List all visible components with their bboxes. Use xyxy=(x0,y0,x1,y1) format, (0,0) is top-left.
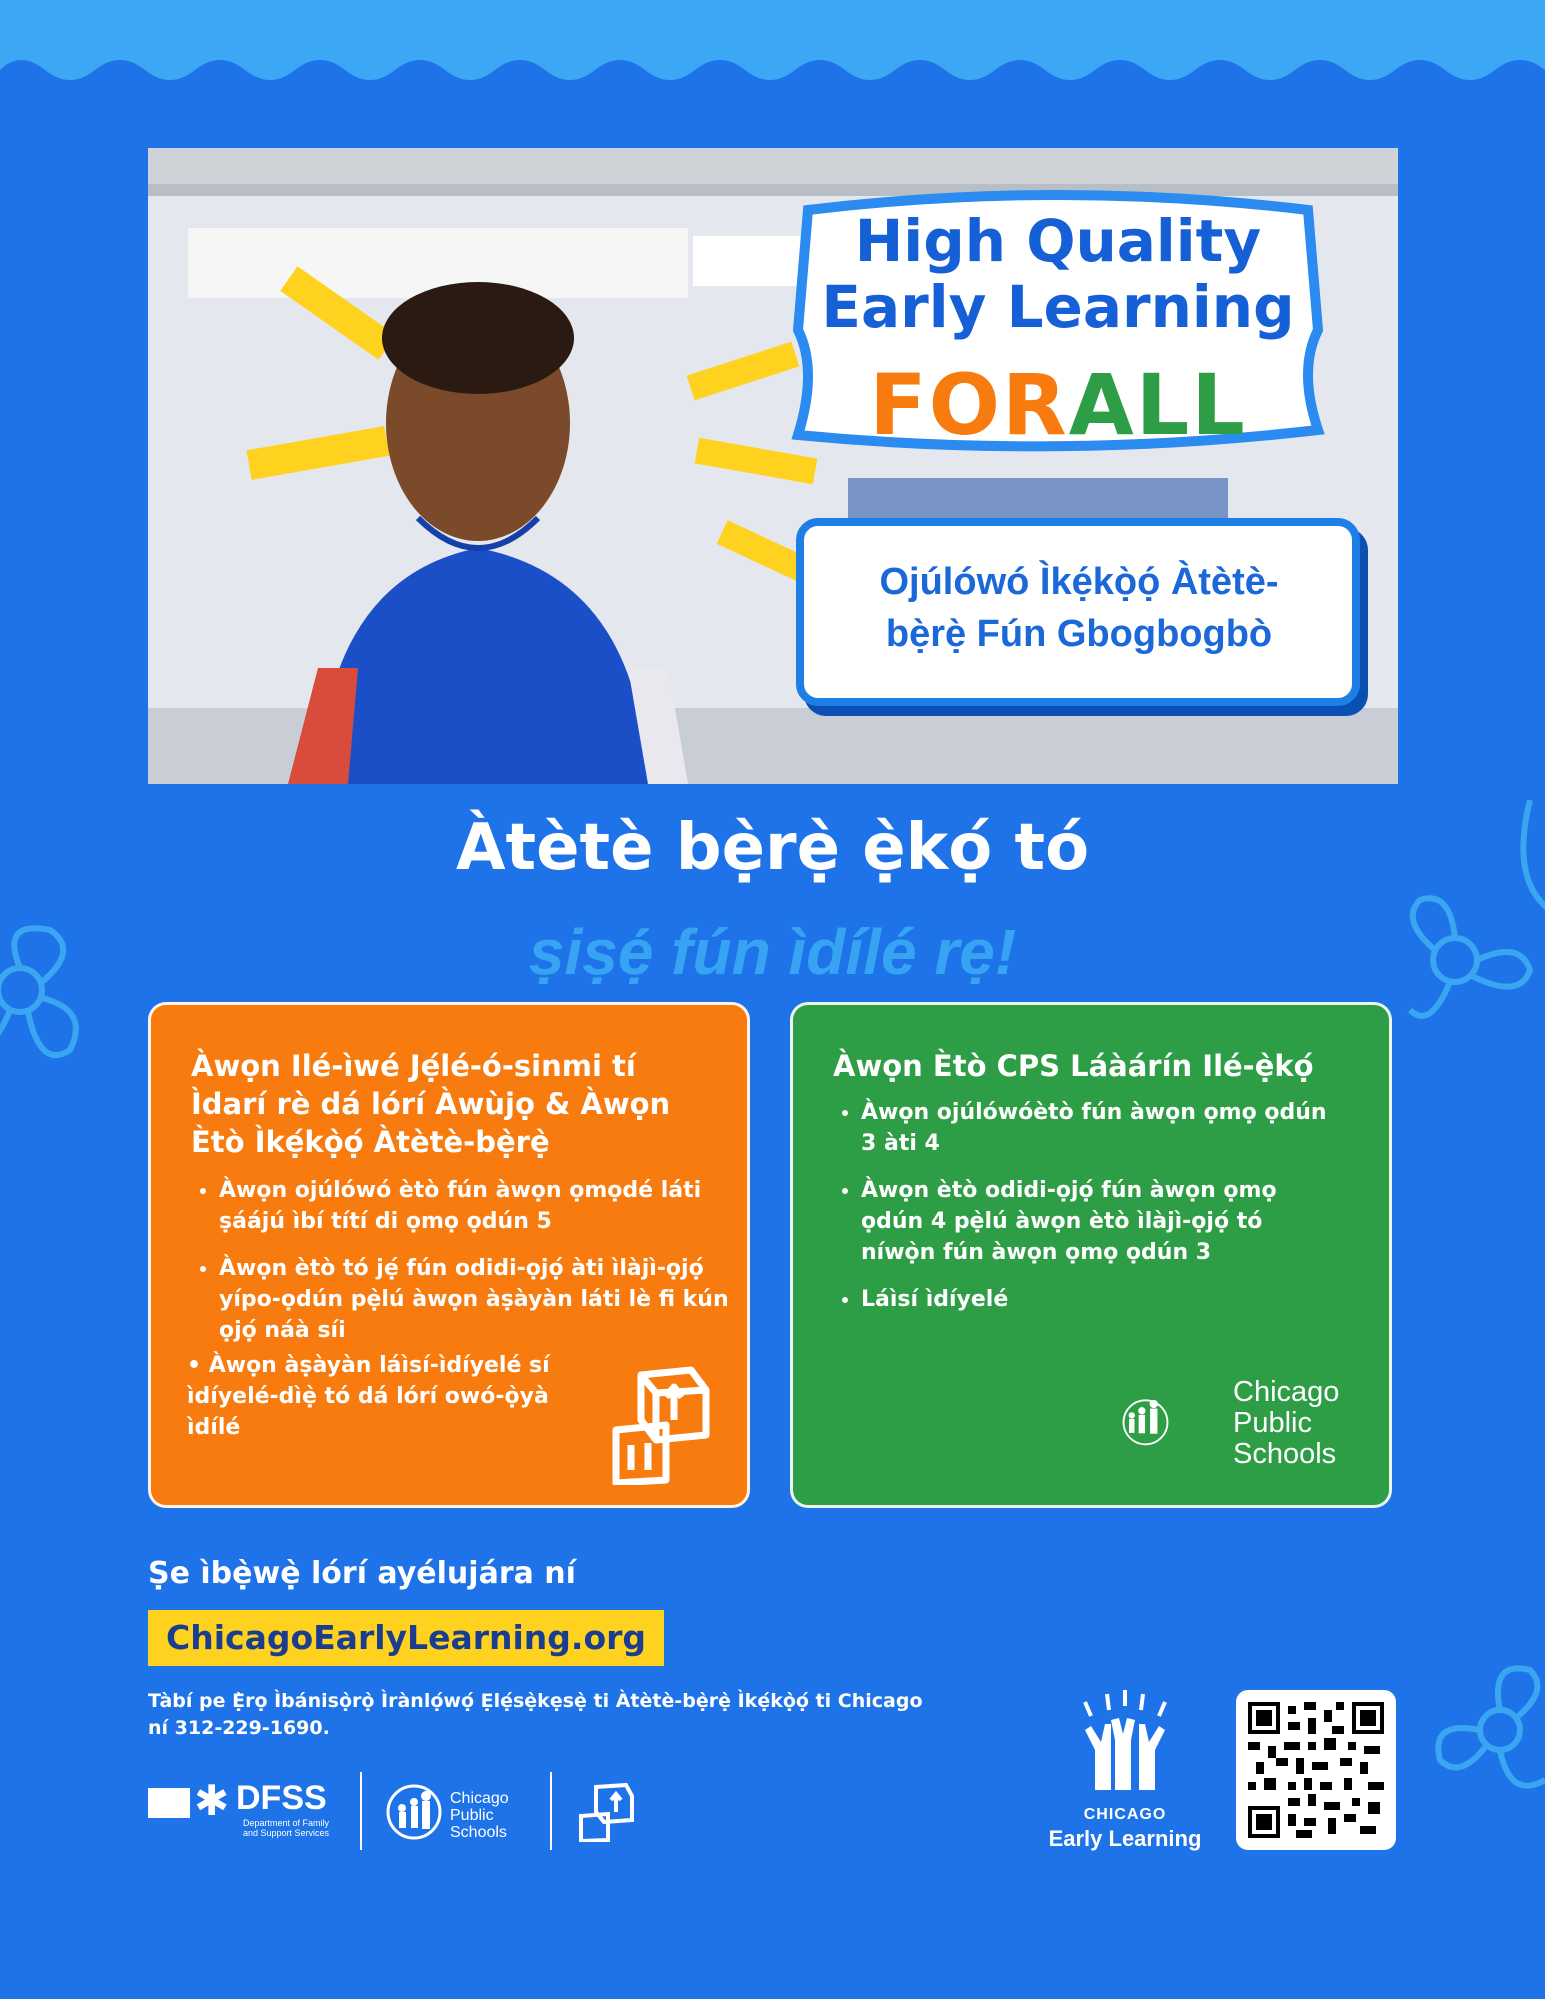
chicago-flag-icon xyxy=(148,1788,190,1818)
community-card-note: • Àwọn àṣàyàn láìsí-ìdíyelé sí ìdíyelé-dìẹ̀ tó dá lórí owó-ọ̀yà ìdílé xyxy=(187,1353,550,1440)
badge-title: High Quality Early Learning xyxy=(821,207,1295,341)
blocks-small-icon xyxy=(576,1782,636,1842)
dfss-logo: DFSS xyxy=(236,1779,327,1817)
partner-logos xyxy=(148,1772,648,1852)
community-card-list xyxy=(191,1175,729,1362)
cps-card-list xyxy=(833,1097,1341,1331)
community-card-title: Àwọn Ilé-ìwé Jẹ́lé-ó-sinmi tí Ìdarí rè dá lórí Àwùjọ & Àwọn Ètò Ìkẹ́kọ̀ọ́ Àtètè-bẹ̀rẹ̀ xyxy=(191,1049,671,1159)
list-item: • Àwọn ètò tó jẹ́ fún odidi-ọjọ́ àti ìlàjì-ọjọ́ yípo-ọdún pẹ̀lú àwọn àṣàyàn láti lè fi kún ọjọ́ náà síi xyxy=(219,1253,729,1346)
divider xyxy=(360,1772,362,1850)
star-icon: ✱ xyxy=(194,1777,230,1824)
visit-online-text: Ṣe ìbẹ̀wẹ̀ lórí ayélujára ní xyxy=(148,1556,576,1591)
blocks-icon xyxy=(606,1365,716,1485)
divider xyxy=(550,1772,552,1850)
yoruba-subtitle-box xyxy=(796,518,1360,706)
hero-badge xyxy=(788,190,1328,454)
cel-text-1: CHICAGO xyxy=(1083,1806,1167,1823)
cps-logo-icon xyxy=(1118,1360,1228,1480)
cps-card-title: Àwọn Ètò CPS Láàárín Ilé-ẹ̀kọ́ xyxy=(833,1049,1314,1083)
flower-bottom-right-icon xyxy=(1420,1650,1545,1810)
dfss-subtitle: Department of Family and Support Services xyxy=(243,1818,330,1838)
cps-small-logo-text: Chicago Public Schools xyxy=(450,1790,509,1841)
list-item: • Láìsí ìdíyelé xyxy=(861,1284,1341,1315)
yoruba-subtitle-line1: Ojúlówó Ìkẹ́kọ̀ọ́ Àtètè- xyxy=(879,561,1279,603)
cps-small-logo-icon xyxy=(384,1782,444,1842)
list-item: • Àwọn ojúlówóètò fún àwọn ọmọ ọdún 3 àti 4 xyxy=(861,1097,1341,1159)
cel-text-2: Early Learning xyxy=(1048,1826,1202,1851)
website-link[interactable]: ChicagoEarlyLearning.org xyxy=(148,1610,664,1666)
chicago-early-learning-logo xyxy=(1030,1690,1220,1860)
list-item: • Àwọn ètò odidi-ọjọ́ fún àwọn ọmọ ọdún 4 pẹ̀lú àwọn ètò ìlàjì-ọjọ́ tó níwọ̀n fún àwọn ọmọ ọdún 3 xyxy=(861,1175,1341,1268)
qr-code-icon xyxy=(1248,1702,1384,1838)
hotline-text: Tàbí pe Ẹ̀rọ Ìbánisọ̀rọ̀ Ìrànlọ́wọ́ Ẹlẹ́sẹ̀kẹsẹ̀ ti Àtètè-bẹ̀rẹ̀ Ìkẹ́kọ̀ọ́ ti Chicago ní 312-229-1690. xyxy=(148,1690,923,1739)
cps-programs-card xyxy=(790,1002,1392,1508)
qr-code[interactable] xyxy=(1236,1690,1396,1850)
hero-image xyxy=(148,148,1398,784)
headline-line2: ṣiṣẹ́ fún ìdílé rẹ! xyxy=(528,916,1017,988)
badge-for-all: FORALL xyxy=(869,356,1247,454)
top-wave-band xyxy=(0,0,1545,110)
cps-logo-text: Chicago Public Schools xyxy=(1233,1376,1340,1470)
list-item: • Àwọn ojúlówó ètò fún àwọn ọmọdé láti ṣáájú ìbí títí di ọmọ ọdún 5 xyxy=(219,1175,729,1237)
community-programs-card xyxy=(148,1002,750,1508)
headline-line1: Àtètè bẹ̀rẹ̀ ẹ̀kọ́ tó xyxy=(455,811,1090,885)
raised-hands-icon xyxy=(1065,1690,1185,1800)
yoruba-subtitle-line2: bẹ̀rẹ̀ Fún Gbogbogbò xyxy=(885,613,1273,655)
